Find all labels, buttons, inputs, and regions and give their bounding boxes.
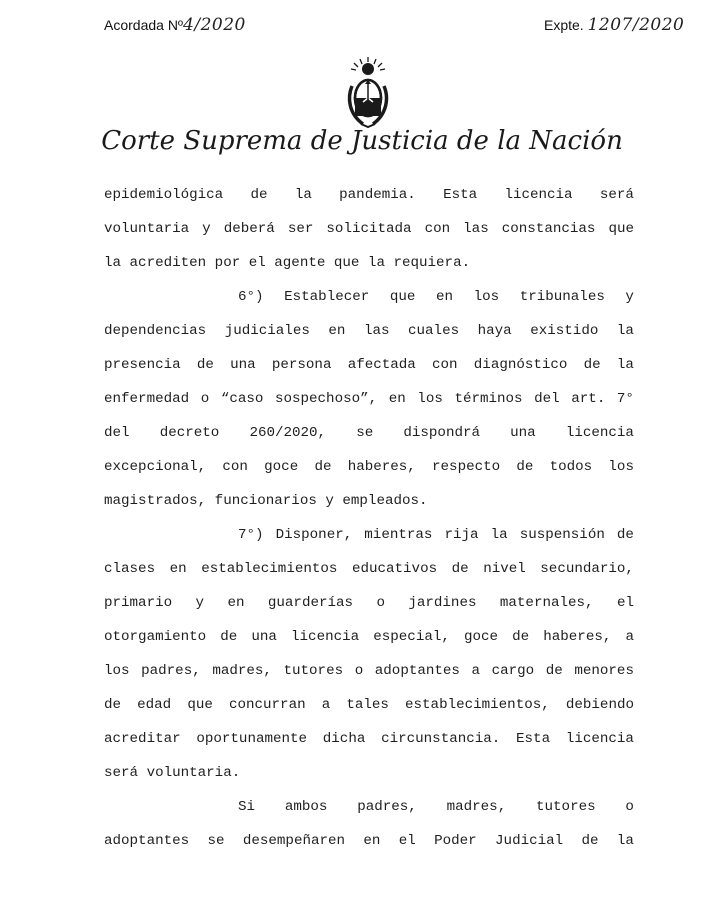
- body-word: diagnóstico: [473, 357, 568, 373]
- body-word: mientras: [364, 527, 433, 543]
- body-word: respecto: [432, 459, 501, 475]
- body-word: goce: [463, 629, 499, 645]
- body-word: presencia: [104, 357, 181, 373]
- body-line: [104, 620, 634, 654]
- body-word: haya: [477, 323, 512, 339]
- body-line: [104, 824, 634, 858]
- body-word: y: [195, 595, 205, 611]
- body-word: o: [625, 799, 634, 815]
- body-word: de: [250, 187, 268, 203]
- body-line: la acrediten por el agente que la requiera.: [104, 255, 471, 271]
- body-word: acreditar: [104, 731, 181, 747]
- body-word: o: [200, 391, 210, 407]
- body-word: Judicial: [495, 833, 564, 849]
- body-word: una: [510, 425, 536, 441]
- body-word: a: [471, 663, 481, 679]
- body-word: y: [202, 221, 211, 237]
- body-word: Esta: [516, 731, 551, 747]
- body-word: de: [616, 527, 634, 543]
- expte-label: Expte.: [544, 17, 584, 33]
- body-word: especial,: [373, 629, 450, 645]
- body-word: deberá: [223, 221, 275, 237]
- body-word: excepcional,: [104, 459, 207, 475]
- body-word: concurran: [228, 697, 306, 713]
- body-word: Esta: [443, 187, 478, 203]
- body-word: todos: [549, 459, 593, 475]
- body-word: edad: [137, 697, 172, 713]
- body-word: los: [104, 663, 130, 679]
- body-word: dependencias: [104, 323, 207, 339]
- body-word: tribunales: [519, 289, 605, 305]
- body-word: menores: [574, 663, 634, 679]
- body-line: [104, 382, 634, 416]
- body-word: guarderías: [267, 595, 354, 611]
- body-word: de: [196, 357, 214, 373]
- body-word: ser: [287, 221, 314, 237]
- body-word: licencia: [565, 731, 634, 747]
- body-word: a: [625, 629, 634, 645]
- body-word: padres,: [141, 663, 201, 679]
- body-word: epidemiológica: [104, 187, 224, 203]
- body-word: del: [104, 425, 130, 441]
- body-word: primario: [104, 595, 173, 611]
- body-line: [104, 314, 634, 348]
- body-line: [104, 518, 634, 552]
- body-line: [104, 348, 634, 382]
- body-word: una: [230, 357, 256, 373]
- body-word: tutores: [283, 663, 344, 679]
- body-word: se: [207, 833, 225, 849]
- body-word: los: [417, 391, 443, 407]
- body-word: educativos: [351, 561, 438, 577]
- body-word: la: [616, 323, 634, 339]
- body-word: enfermedad: [104, 391, 190, 407]
- body-line: [104, 450, 634, 484]
- body-word: 7°: [616, 391, 634, 407]
- body-word: del: [534, 391, 560, 407]
- body-word: 6°): [238, 289, 264, 305]
- body-word: los: [608, 459, 634, 475]
- body-word: haberes,: [347, 459, 416, 475]
- expte-number: 1207/2020: [587, 15, 685, 35]
- body-word: que: [389, 289, 416, 305]
- body-word: licencia: [291, 629, 360, 645]
- body-word: adoptantes: [374, 663, 460, 679]
- body-word: de: [545, 663, 563, 679]
- body-word: adoptantes: [104, 833, 190, 849]
- body-line: [104, 552, 634, 586]
- body-word: persona: [271, 357, 332, 373]
- body-word: madres,: [446, 799, 507, 815]
- body-word: o: [354, 663, 364, 679]
- body-word: otorgamiento: [104, 629, 207, 645]
- body-word: existido: [530, 323, 599, 339]
- body-word: y: [625, 289, 634, 305]
- body-word: en: [363, 833, 381, 849]
- body-line: magistrados, funcionarios y empleados.: [104, 493, 428, 509]
- body-line: [104, 178, 634, 212]
- body-word: art.: [571, 391, 606, 407]
- body-word: establecimientos,: [405, 697, 550, 713]
- body-word: solicitada: [326, 221, 412, 237]
- body-word: ambos: [284, 799, 328, 815]
- body-word: licencia: [565, 425, 634, 441]
- body-word: una: [251, 629, 277, 645]
- body-word: de: [583, 357, 601, 373]
- court-title: Corte Suprema de Justicia de la Nación: [101, 126, 623, 156]
- body-word: establecimientos: [201, 561, 338, 577]
- body-word: términos: [454, 391, 523, 407]
- body-word: haberes,: [543, 629, 612, 645]
- acordada-label: Acordada Nº: [104, 17, 184, 33]
- body-word: de: [104, 697, 122, 713]
- body-word: con: [222, 459, 248, 475]
- body-word: la: [616, 833, 634, 849]
- body-line: [104, 654, 634, 688]
- acordada-header: [104, 15, 246, 35]
- body-word: las: [363, 323, 390, 339]
- body-word: nivel: [483, 561, 526, 577]
- body-word: será: [599, 187, 634, 203]
- body-word: con: [432, 357, 458, 373]
- body-word: a: [321, 697, 331, 713]
- body-line: [104, 722, 634, 756]
- body-word: Disponer,: [275, 527, 353, 543]
- body-word: jardines: [408, 595, 477, 611]
- body-word: que: [608, 221, 634, 237]
- body-word: 260/2020,: [249, 425, 327, 441]
- body-word: 7°): [238, 527, 264, 543]
- body-word: clases: [104, 561, 156, 577]
- body-word: “caso: [220, 391, 264, 407]
- body-word: circunstancia.: [381, 731, 501, 747]
- body-line: [104, 586, 634, 620]
- body-word: en: [388, 391, 406, 407]
- body-line: [104, 688, 634, 722]
- body-word: desempeñaren: [242, 833, 346, 849]
- body-word: de: [220, 629, 238, 645]
- body-word: los: [473, 289, 500, 305]
- document-body: [104, 178, 634, 858]
- body-word: Si: [238, 799, 256, 815]
- body-word: secundario,: [540, 561, 634, 577]
- body-word: constancias: [501, 221, 596, 237]
- body-word: padres,: [357, 799, 417, 815]
- body-word: licencia: [504, 187, 573, 203]
- body-word: tales: [346, 697, 389, 713]
- body-word: en: [227, 595, 245, 611]
- body-word: en: [328, 323, 346, 339]
- body-word: el: [616, 595, 634, 611]
- body-word: la: [490, 527, 508, 543]
- body-word: la: [294, 187, 312, 203]
- body-word: cargo: [491, 663, 535, 679]
- body-word: voluntaria: [104, 221, 190, 237]
- acordada-number: 4/2020: [183, 15, 246, 35]
- body-word: cuales: [408, 323, 460, 339]
- body-word: afectada: [347, 357, 416, 373]
- body-word: judiciales: [224, 323, 310, 339]
- expte-header: [544, 15, 684, 35]
- body-word: de: [314, 459, 332, 475]
- body-word: o: [376, 595, 385, 611]
- body-word: dispondrá: [403, 425, 480, 441]
- body-word: que: [187, 697, 213, 713]
- body-word: rija: [444, 527, 479, 543]
- argentina-coat-of-arms-icon: [343, 56, 393, 128]
- body-word: decreto: [159, 425, 220, 441]
- body-word: oportunamente: [196, 731, 308, 747]
- body-word: en: [435, 289, 453, 305]
- body-word: pandemia.: [339, 187, 416, 203]
- body-line: [104, 416, 634, 450]
- body-word: madres,: [212, 663, 272, 679]
- body-line: [104, 280, 634, 314]
- body-line: será voluntaria.: [104, 765, 241, 781]
- body-word: de: [451, 561, 469, 577]
- body-word: goce: [264, 459, 299, 475]
- body-word: Poder: [434, 833, 477, 849]
- body-word: de: [581, 833, 599, 849]
- body-line: [104, 212, 634, 246]
- body-word: en: [169, 561, 187, 577]
- body-word: debiendo: [565, 697, 634, 713]
- body-word: de: [512, 629, 530, 645]
- body-word: la: [616, 357, 634, 373]
- body-word: dicha: [322, 731, 366, 747]
- body-word: Establecer: [284, 289, 370, 305]
- body-word: de: [516, 459, 534, 475]
- body-word: el: [398, 833, 416, 849]
- body-word: se: [356, 425, 374, 441]
- body-word: tutores: [536, 799, 596, 815]
- body-word: maternales,: [499, 595, 594, 611]
- body-line: [104, 790, 634, 824]
- body-word: con: [424, 221, 451, 237]
- body-word: las: [463, 221, 489, 237]
- body-word: sospechoso”,: [274, 391, 378, 407]
- body-word: suspensión: [519, 527, 605, 543]
